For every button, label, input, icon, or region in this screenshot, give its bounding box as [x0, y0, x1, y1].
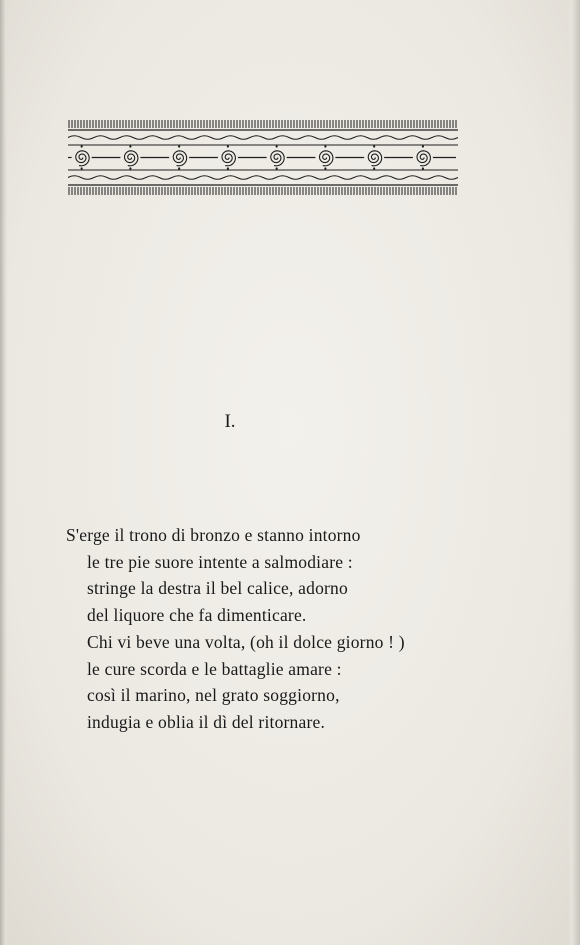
ornament-dot [276, 145, 278, 147]
ornamental-header-band-icon [68, 118, 458, 200]
ornament-dot [324, 145, 326, 147]
spiral-motif-icon [222, 151, 235, 166]
top-tick-border [69, 120, 456, 128]
poem-line-7: così il marino, nel grato soggiorno, [87, 685, 340, 706]
ornament-dot [227, 145, 229, 147]
top-wave-border [68, 136, 458, 140]
spiral-motif-icon [173, 151, 186, 166]
spiral-frieze [68, 145, 456, 169]
page-right-edge [568, 0, 580, 945]
ornament-dot [227, 167, 229, 169]
spiral-motif-icon [320, 151, 333, 166]
page-left-edge [0, 0, 8, 945]
section-numeral: I. [224, 411, 236, 432]
poem-line-8: indugia e oblia il dì del ritornare. [87, 711, 326, 732]
spiral-motif-icon [76, 151, 89, 166]
ornament-dot [422, 167, 424, 169]
poem-stanza [66, 522, 486, 736]
spiral-motif-icon [271, 151, 284, 166]
poem-line-4: del liquore che fa dimenticare. [87, 605, 307, 626]
ornament-dot [129, 145, 131, 147]
bottom-tick-border [69, 187, 456, 195]
ornament-dot [324, 167, 326, 169]
ornament-dot [178, 167, 180, 169]
poem-line-2: le tre pie suore intente a salmodiare : [87, 551, 353, 572]
bottom-wave-border [68, 176, 458, 180]
ornament-dot [373, 167, 375, 169]
poem-line-5: Chi vi beve una volta, (oh il dolce giorno ! ) [87, 631, 405, 652]
spiral-motif-icon [125, 151, 138, 166]
ornament-dot [373, 145, 375, 147]
ornament-dot [81, 167, 83, 169]
ornament-dot [276, 167, 278, 169]
ornament-dot [81, 145, 83, 147]
spiral-motif-icon [417, 151, 430, 166]
ornament-dot [129, 167, 131, 169]
ornament-dot [178, 145, 180, 147]
poem-line-1: S'erge il trono di bronzo e stanno intorno [66, 525, 361, 545]
spiral-motif-icon [368, 151, 381, 166]
poem-line-3: stringe la destra il bel calice, adorno [87, 578, 348, 599]
ornament-dot [422, 145, 424, 147]
poem-line-6: le cure scorda e le battaglie amare : [87, 658, 342, 679]
